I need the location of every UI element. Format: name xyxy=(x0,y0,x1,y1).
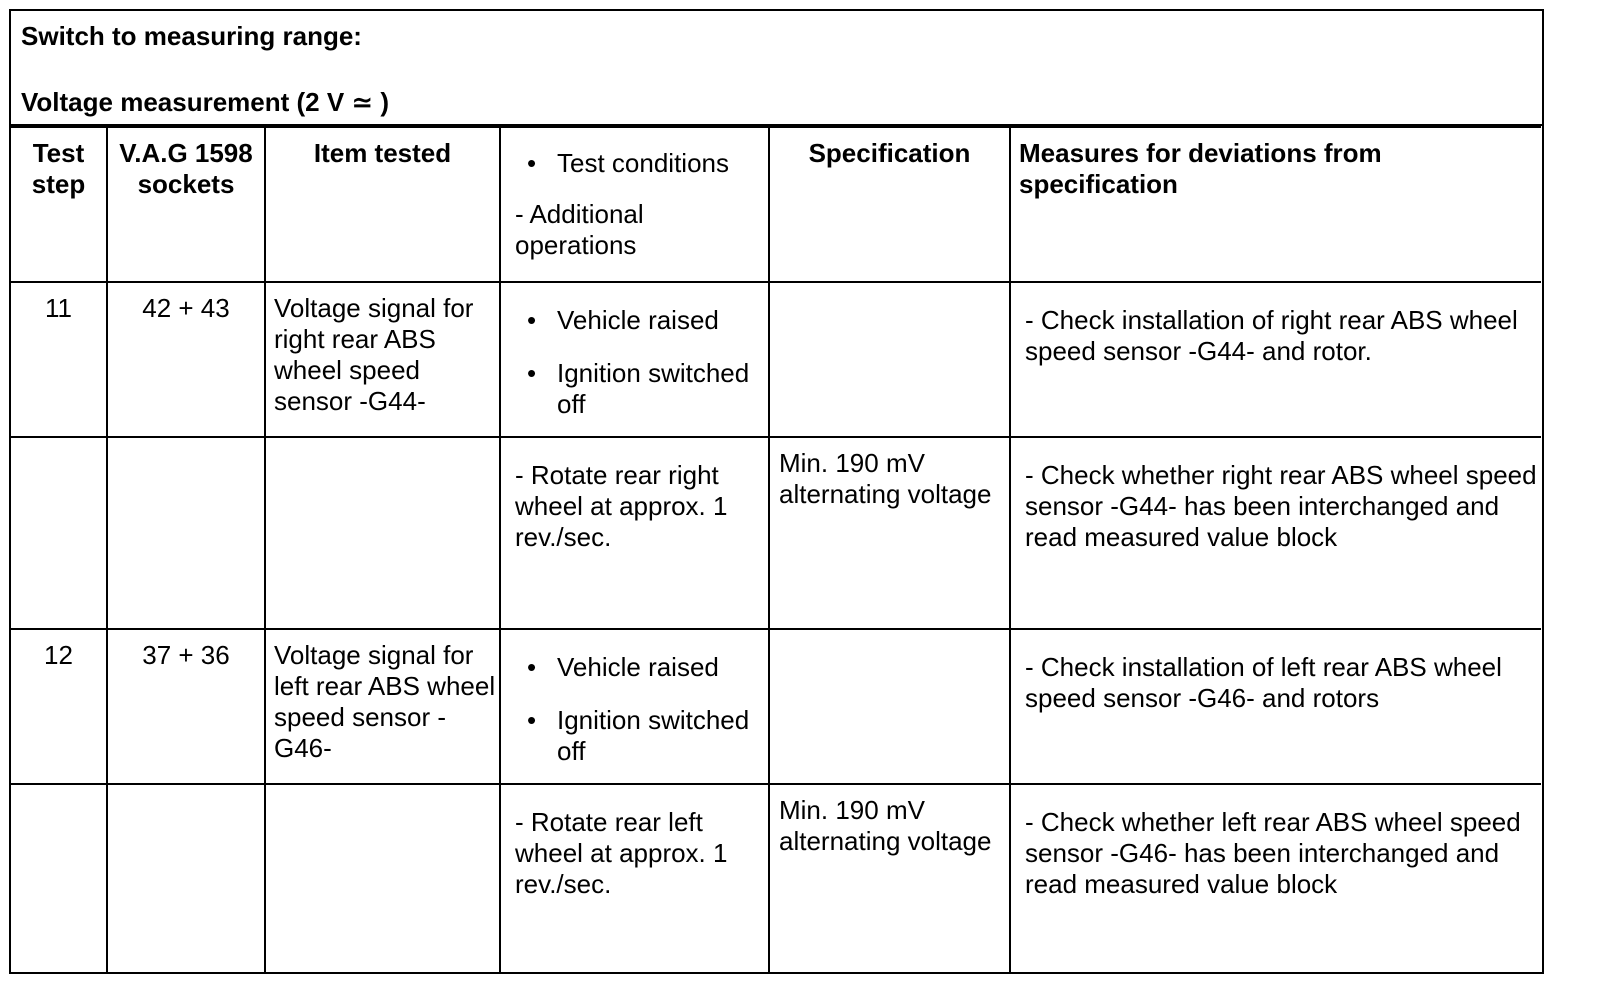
item-cell xyxy=(265,784,500,974)
step-cell: 12 xyxy=(11,629,107,784)
spec-cell: Min. 190 mV alternating voltage xyxy=(769,437,1010,629)
measure-cell: - Check installation of left rear ABS wheel speed sensor -G46- and rotors xyxy=(1010,629,1541,784)
table-row xyxy=(11,437,1541,629)
operation-cell: - Rotate rear left wheel at approx. 1 rev./sec. xyxy=(500,784,769,974)
condition-item: • Ignition switched off xyxy=(515,358,768,420)
table-row xyxy=(11,282,1541,437)
measuring-range-heading: Switch to measuring range: xyxy=(21,21,362,51)
test-table-document xyxy=(9,9,1544,974)
spec-cell xyxy=(769,629,1010,784)
step-cell xyxy=(11,784,107,974)
sockets-cell: 37 + 36 xyxy=(107,629,265,784)
sockets-cell: 42 + 43 xyxy=(107,282,265,437)
measure-cell: - Check whether left rear ABS wheel speed sensor -G46- has been interchanged and read measured value block xyxy=(1010,784,1541,974)
measure-cell: - Check installation of right rear ABS wheel speed sensor -G44- and rotor. xyxy=(1010,282,1541,437)
item-cell: Voltage signal for left rear ABS wheel speed sensor -G46- xyxy=(265,629,500,784)
condition-item: • Vehicle raised xyxy=(515,305,768,336)
step-cell xyxy=(11,437,107,629)
col-specification: Specification xyxy=(769,127,1010,282)
table-row xyxy=(11,629,1541,784)
conditions-cell xyxy=(500,282,769,437)
table-row xyxy=(11,784,1541,974)
item-cell xyxy=(265,437,500,629)
measure-cell: - Check whether right rear ABS wheel speed sensor -G44- has been interchanged and read measured value block xyxy=(1010,437,1541,629)
test-steps-table xyxy=(11,126,1541,974)
column-header-row xyxy=(11,127,1541,282)
operation-cell: - Rotate rear right wheel at approx. 1 rev./sec. xyxy=(500,437,769,629)
col-conditions-bullet: • Test conditions xyxy=(515,148,768,179)
spec-cell xyxy=(769,282,1010,437)
col-conditions-ops: - Additional operations xyxy=(515,199,644,260)
sockets-cell xyxy=(107,437,265,629)
step-cell: 11 xyxy=(11,282,107,437)
col-conditions xyxy=(500,127,769,282)
item-cell: Voltage signal for right rear ABS wheel speed sensor -G44- xyxy=(265,282,500,437)
condition-item: • Ignition switched off xyxy=(515,705,768,767)
voltage-measurement-heading: Voltage measurement (2 V ≃ ) xyxy=(21,87,390,117)
table-header-block xyxy=(11,11,1542,126)
conditions-cell xyxy=(500,629,769,784)
col-test-step: Test step xyxy=(11,127,107,282)
spec-cell: Min. 190 mV alternating voltage xyxy=(769,784,1010,974)
col-measures: Measures for deviations from specification xyxy=(1010,127,1541,282)
condition-item: • Vehicle raised xyxy=(515,652,768,683)
sockets-cell xyxy=(107,784,265,974)
col-sockets: V.A.G 1598 sockets xyxy=(107,127,265,282)
col-item-tested: Item tested xyxy=(265,127,500,282)
